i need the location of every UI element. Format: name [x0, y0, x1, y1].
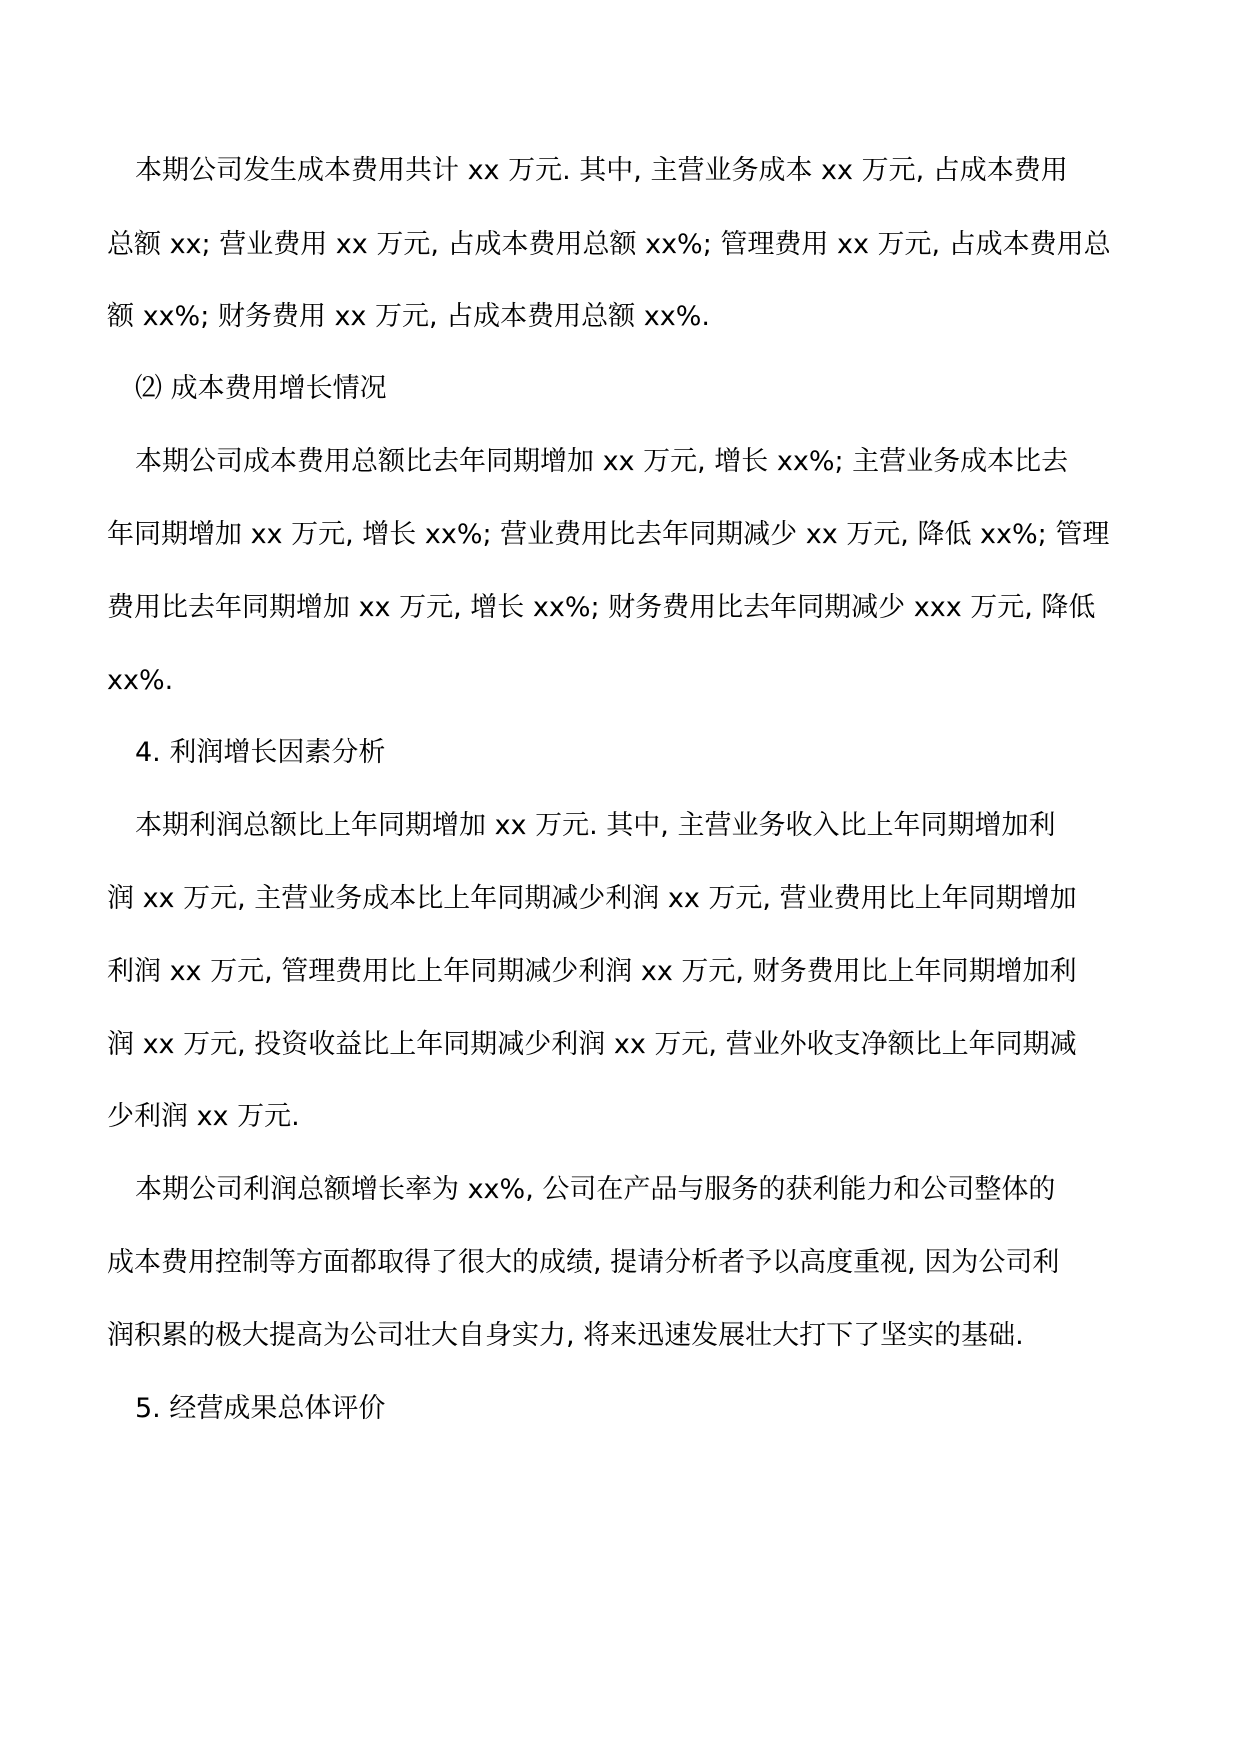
paragraph-line: 润 xx 万元, 投资收益比上年同期减少利润 xx 万元, 营业外收支净额比上年同期减 — [107, 1029, 1077, 1060]
section-heading: ⑵ 成本费用增长情况 — [135, 373, 387, 404]
paragraph-line: 少利润 xx 万元. — [107, 1101, 300, 1132]
paragraph-line: 利润 xx 万元, 管理费用比上年同期减少利润 xx 万元, 财务费用比上年同期增加利 — [107, 956, 1077, 987]
paragraph-line: 本期公司利润总额增长率为 xx%, 公司在产品与服务的获利能力和公司整体的 — [135, 1174, 1056, 1205]
paragraph-line: 费用比去年同期增加 xx 万元, 增长 xx%; 财务费用比去年同期减少 xxx 万元, 降低 — [107, 592, 1096, 623]
paragraph-line: 本期利润总额比上年同期增加 xx 万元. 其中, 主营业务收入比上年同期增加利 — [135, 810, 1056, 841]
section-heading: 5. 经营成果总体评价 — [135, 1393, 386, 1424]
paragraph-line: 润 xx 万元, 主营业务成本比上年同期减少利润 xx 万元, 营业费用比上年同期增加 — [107, 883, 1077, 914]
paragraph-line: 额 xx%; 财务费用 xx 万元, 占成本费用总额 xx%. — [107, 301, 710, 332]
paragraph-line: 成本费用控制等方面都取得了很大的成绩, 提请分析者予以高度重视, 因为公司利 — [107, 1247, 1060, 1278]
section-heading: 4. 利润增长因素分析 — [135, 737, 386, 768]
paragraph-line: xx%. — [107, 665, 174, 696]
paragraph-line: 本期公司发生成本费用共计 xx 万元. 其中, 主营业务成本 xx 万元, 占成本费用 — [135, 155, 1068, 186]
paragraph-line: 本期公司成本费用总额比去年同期增加 xx 万元, 增长 xx%; 主营业务成本比去 — [135, 446, 1069, 477]
paragraph-line: 年同期增加 xx 万元, 增长 xx%; 营业费用比去年同期减少 xx 万元, 降低 xx%; 管理 — [107, 519, 1110, 550]
paragraph-line: 总额 xx; 营业费用 xx 万元, 占成本费用总额 xx%; 管理费用 xx 万元, 占成本费用总 — [107, 229, 1111, 260]
paragraph-line: 润积累的极大提高为公司壮大自身实力, 将来迅速发展壮大打下了坚实的基础. — [107, 1320, 1024, 1351]
